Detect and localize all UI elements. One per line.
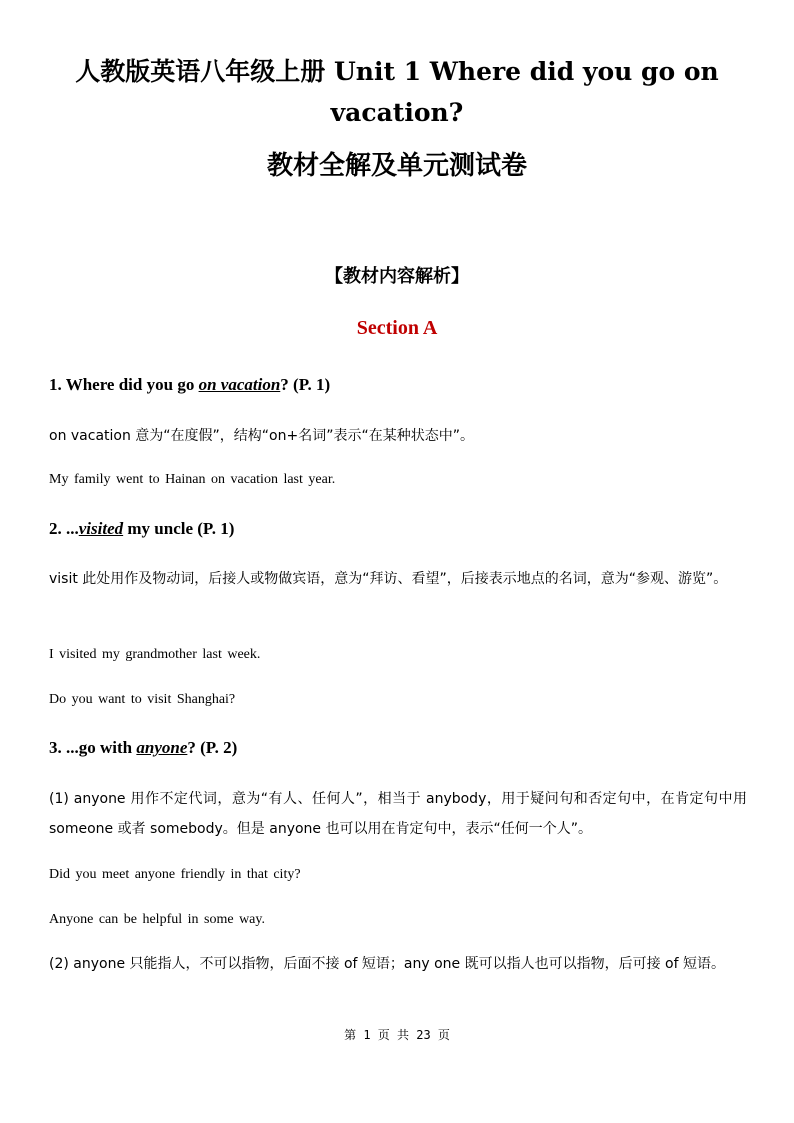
document-subtitle: 教材全解及单元测试卷 bbox=[266, 151, 527, 181]
item-1-keyword: on vacation bbox=[198, 375, 281, 394]
document-title-line-2: vacation? bbox=[330, 98, 464, 127]
document-title-line-1: 人教版英语八年级上册 Unit 1 Where did you go on bbox=[75, 57, 719, 86]
item-3-heading bbox=[49, 738, 237, 758]
item-3-keyword: anyone bbox=[136, 738, 188, 757]
section-label: 【教材内容解析】 bbox=[325, 266, 469, 287]
section-a-heading: Section A bbox=[356, 317, 438, 339]
item-3-note-2: (2) anyone 只能指人，不可以指物，后面不接 of 短语；any one 既可以指人也可以指物，后可接 of 短语。 bbox=[49, 956, 725, 972]
item-2-example-1: I visited my grandmother last week. bbox=[49, 647, 261, 662]
item-3-example-1: Did you meet anyone friendly in that city? bbox=[49, 867, 301, 882]
item-3-heading-post: ? (P. 2) bbox=[187, 738, 238, 757]
item-1-heading-pre: 1. Where did you go bbox=[49, 375, 199, 394]
item-2-heading-post: my uncle (P. 1) bbox=[123, 519, 235, 538]
item-2-note: visit 此处用作及物动词，后接人或物做宾语，意为“拜访、看望”，后接表示地点的名词，意为“参观、游览”。 bbox=[49, 571, 728, 587]
item-1-heading bbox=[49, 375, 330, 395]
item-2-example-2: Do you want to visit Shanghai? bbox=[49, 692, 236, 707]
item-3-heading-pre: 3. ...go with bbox=[49, 738, 137, 757]
item-2-heading-pre: 2. ... bbox=[49, 519, 79, 538]
item-3-example-2: Anyone can be helpful in some way. bbox=[49, 912, 265, 927]
item-1-note: on vacation 意为“在度假”，结构“on+名词”表示“在某种状态中”。 bbox=[49, 428, 474, 444]
item-2-heading bbox=[49, 519, 234, 539]
item-1-heading-post: ? (P. 1) bbox=[280, 375, 331, 394]
item-1-example-1: My family went to Hainan on vacation last year. bbox=[49, 472, 336, 487]
page-footer: 第 1 页 共 23 页 bbox=[344, 1028, 450, 1042]
item-3-note-1: (1) anyone 用作不定代词，意为“有人、任何人”，相当于 anybody，用于疑问句和否定句中，在肯定句中用 someone 或者 somebody。但是 anyone 也可以用在肯定句中，表示“任何一个人”。 bbox=[49, 791, 747, 837]
item-2-keyword: visited bbox=[78, 519, 124, 538]
